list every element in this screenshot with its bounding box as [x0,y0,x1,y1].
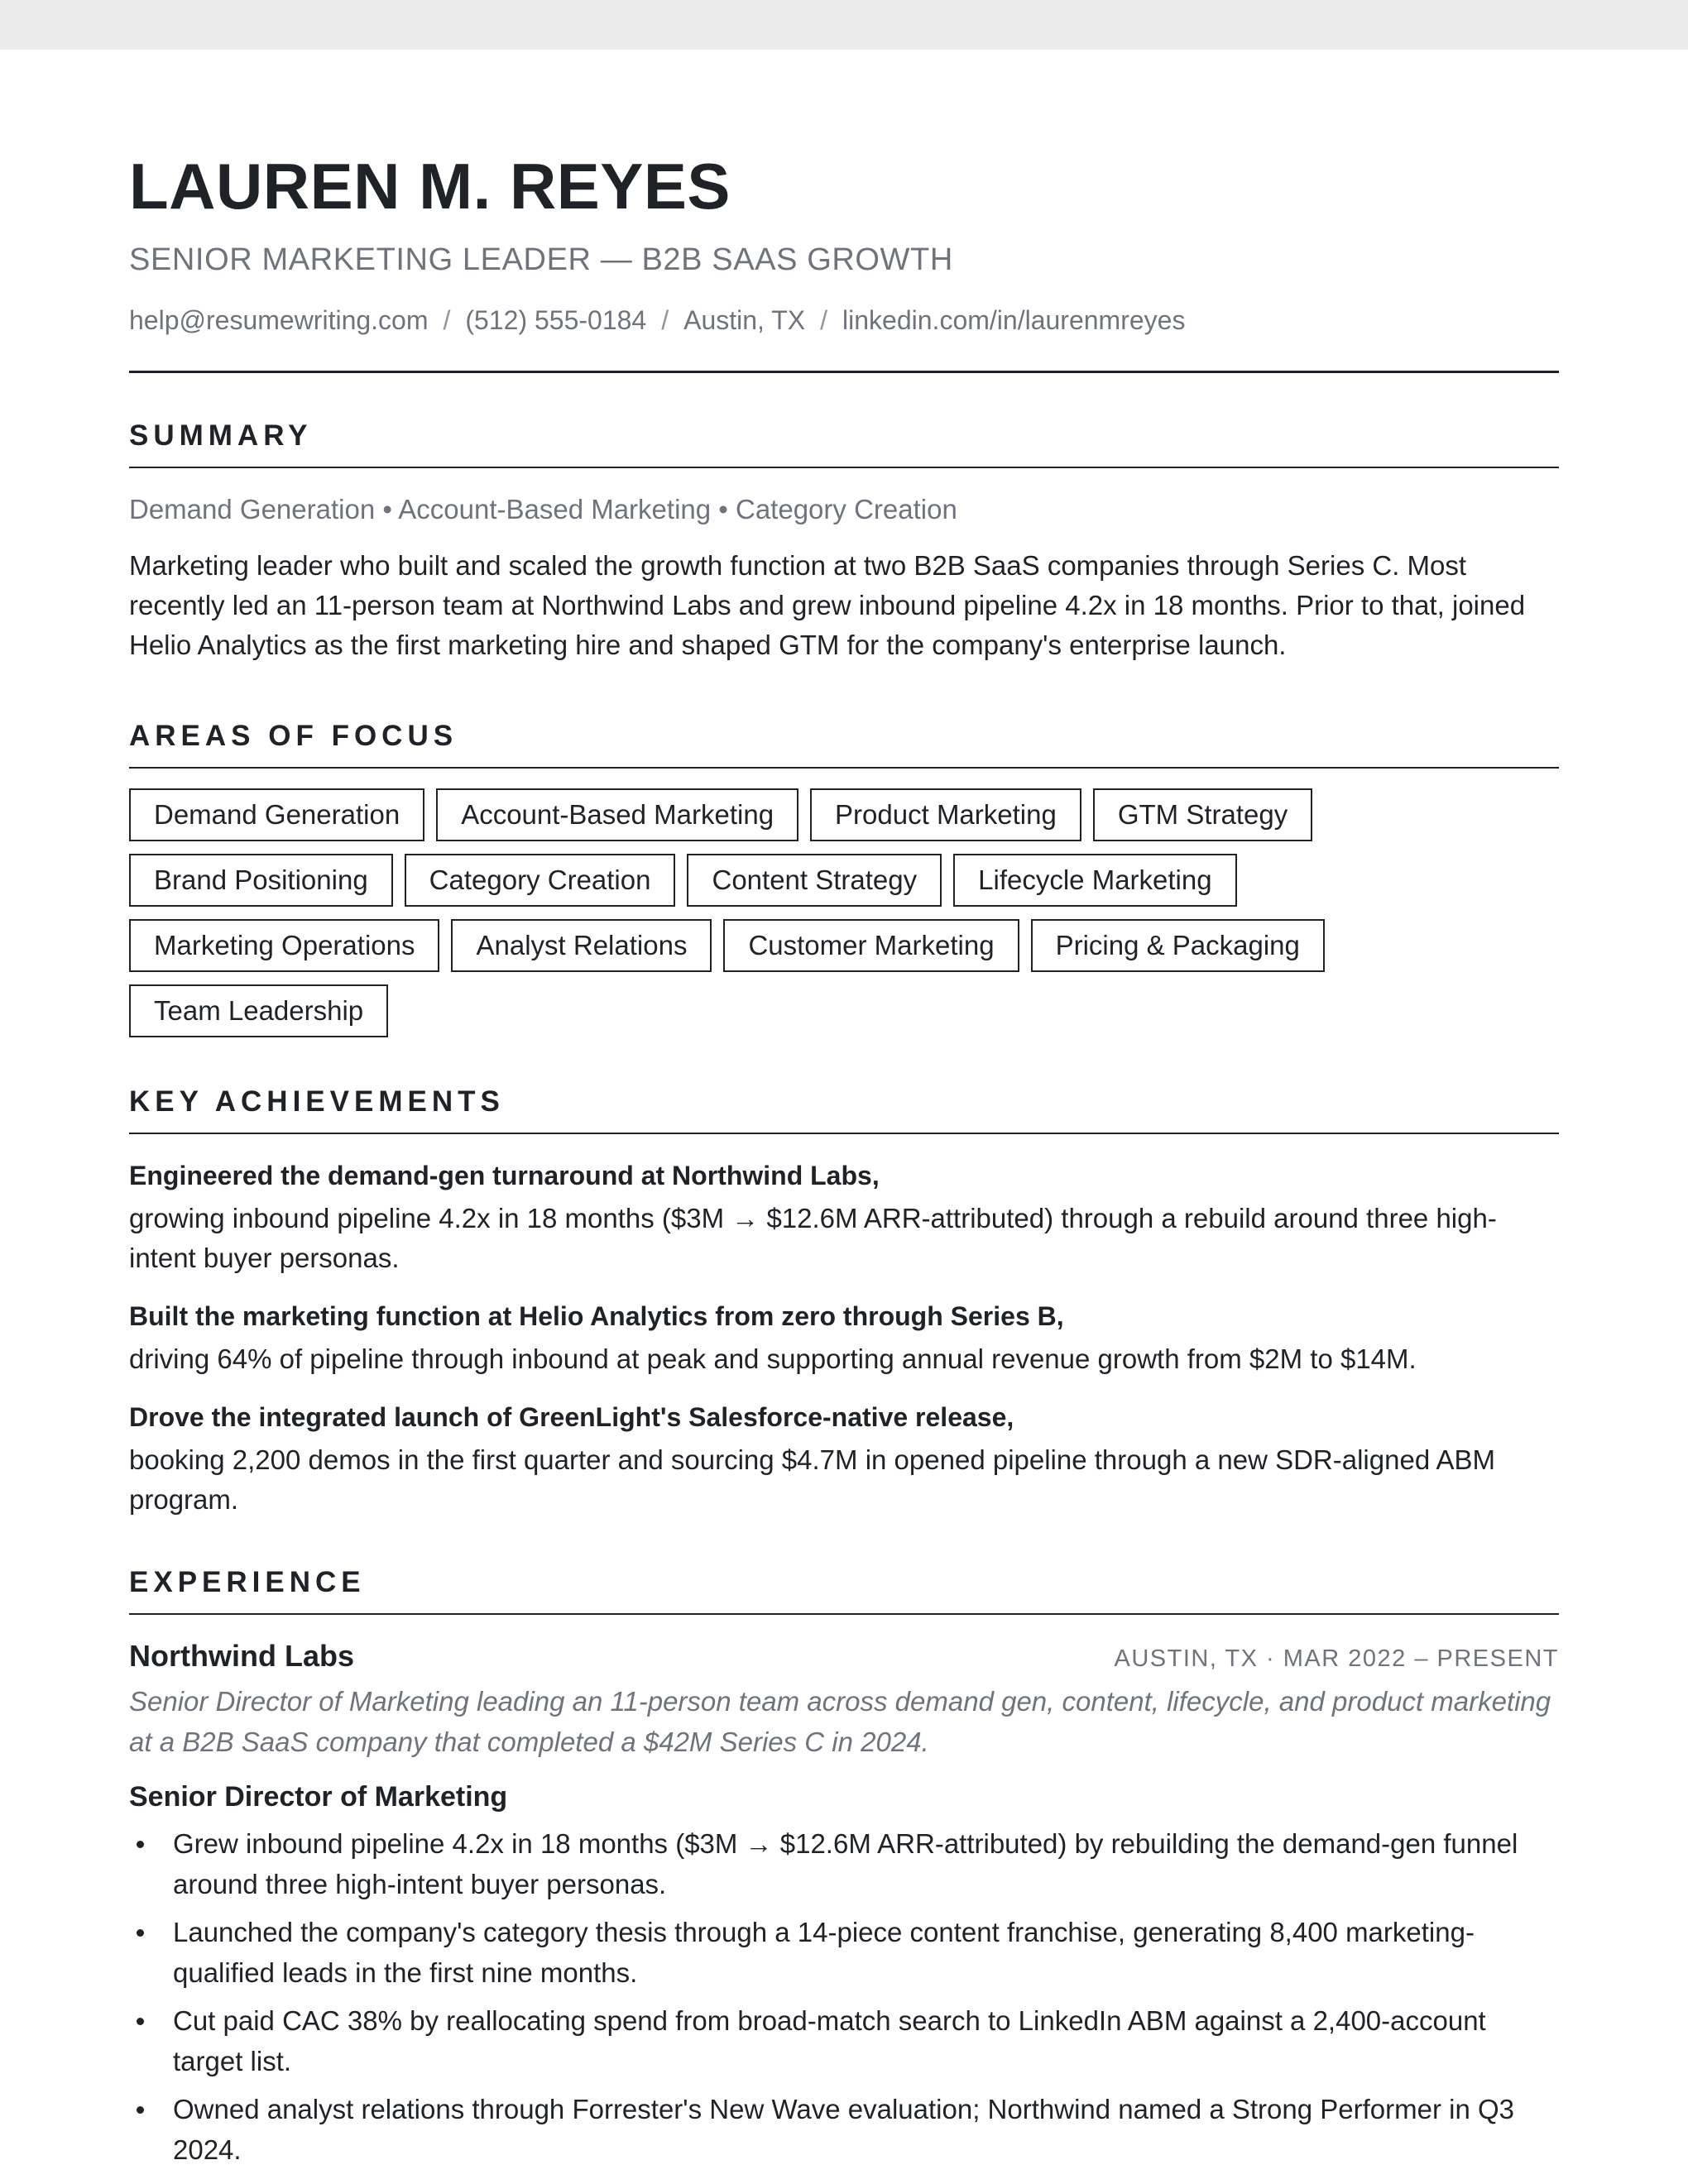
candidate-name: LAUREN M. REYES [129,150,731,223]
focus-tags [129,788,1559,1037]
job-header [129,1640,1559,1673]
focus-tag: Analyst Relations [451,919,712,972]
candidate-headline: SENIOR MARKETING LEADER — B2B SAAS GROWTH [129,242,953,277]
focus-tag: Account-Based Marketing [436,788,798,841]
contact-email[interactable]: help@resumewriting.com [129,304,429,335]
focus-tag: Lifecycle Marketing [953,854,1236,907]
contact-separator: / [661,304,669,335]
achievement-heading: Built the marketing function at Helio Analytics from zero through Series B, [129,1300,1064,1331]
focus-tag: Demand Generation [129,788,424,841]
experience-title: EXPERIENCE [129,1568,1559,1615]
focus-tag: Content Strategy [687,854,942,907]
contact-separator: / [443,304,451,335]
summary-keywords: Demand Generation • Account-Based Marketing • Category Creation [129,494,957,525]
company-name: Northwind Labs [129,1638,354,1673]
resume-page [129,50,1559,2177]
focus-title: AREAS OF FOCUS [129,721,1559,769]
contact-separator: / [820,304,828,335]
achievement-item [129,1399,1559,1520]
contact-location: Austin, TX [683,304,806,335]
job-meta: AUSTIN, TX · MAR 2022 – PRESENT [1114,1645,1559,1672]
focus-tag: GTM Strategy [1093,788,1312,841]
summary-title: SUMMARY [129,421,1559,468]
focus-tag: Marketing Operations [129,919,439,972]
contact-linkedin[interactable]: linkedin.com/in/laurenmreyes [842,304,1186,335]
job-entry [129,1640,1559,2170]
focus-tag: Product Marketing [810,788,1081,841]
focus-tag: Category Creation [405,854,676,907]
summary-text: Marketing leader who built and scaled the growth function at two B2B SaaS companies through Series C. Most recently led an 11-person team at Northwind Labs and grew inbound pipeline 4.2x in 18 months. Prior to that, joined Helio Analytics as the first marketing hire and shaped GTM for the company's enterprise launch. [129,549,1526,660]
job-description: Senior Director of Marketing leading an 11-person team across demand gen, content, lifecycle, and product marketing at a B2B SaaS company that completed a $42M Series C in 2024. [129,1685,1551,1757]
achievements-title: KEY ACHIEVEMENTS [129,1087,1559,1134]
top-bar [0,0,1688,50]
achievement-body: growing inbound pipeline 4.2x in 18 months ($3M → $12.6M ARR-attributed) through a rebuild around three high-intent buyer personas. [129,1202,1497,1273]
job-role: Senior Director of Marketing [129,1780,508,1813]
job-bullet: Owned analyst relations through Forrester's New Wave evaluation; Northwind named a Strong Performer in Q3 2024. [129,2089,1559,2170]
job-bullet: Cut paid CAC 38% by reallocating spend from broad-match search to LinkedIn ABM against a 2,400-account target list. [129,2000,1559,2081]
achievement-heading: Engineered the demand-gen turnaround at Northwind Labs, [129,1160,880,1190]
focus-tag: Pricing & Packaging [1031,919,1325,972]
job-bullets [129,1823,1559,2170]
achievement-item [129,1298,1559,1379]
focus-tag: Brand Positioning [129,854,393,907]
job-bullet: Launched the company's category thesis through a 14-piece content franchise, generating 8,400 marketing-qualified leads in the first nine months. [129,1912,1559,1993]
job-bullet: Grew inbound pipeline 4.2x in 18 months ($3M → $12.6M ARR-attributed) by rebuilding the demand-gen funnel around three high-intent buyer personas. [129,1823,1559,1904]
achievement-heading: Drove the integrated launch of GreenLight's Salesforce-native release, [129,1401,1014,1432]
achievement-body: booking 2,200 demos in the first quarter and sourcing $4.7M in opened pipeline through a new SDR-aligned ABM program. [129,1444,1496,1515]
focus-tag: Team Leadership [129,984,388,1037]
header-divider [129,371,1559,373]
achievement-item [129,1157,1559,1278]
focus-tag: Customer Marketing [723,919,1019,972]
contact-line [129,304,1559,336]
achievement-body: driving 64% of pipeline through inbound at peak and supporting annual revenue growth from $2M to $14M. [129,1343,1417,1374]
contact-phone[interactable]: (512) 555-0184 [465,304,647,335]
